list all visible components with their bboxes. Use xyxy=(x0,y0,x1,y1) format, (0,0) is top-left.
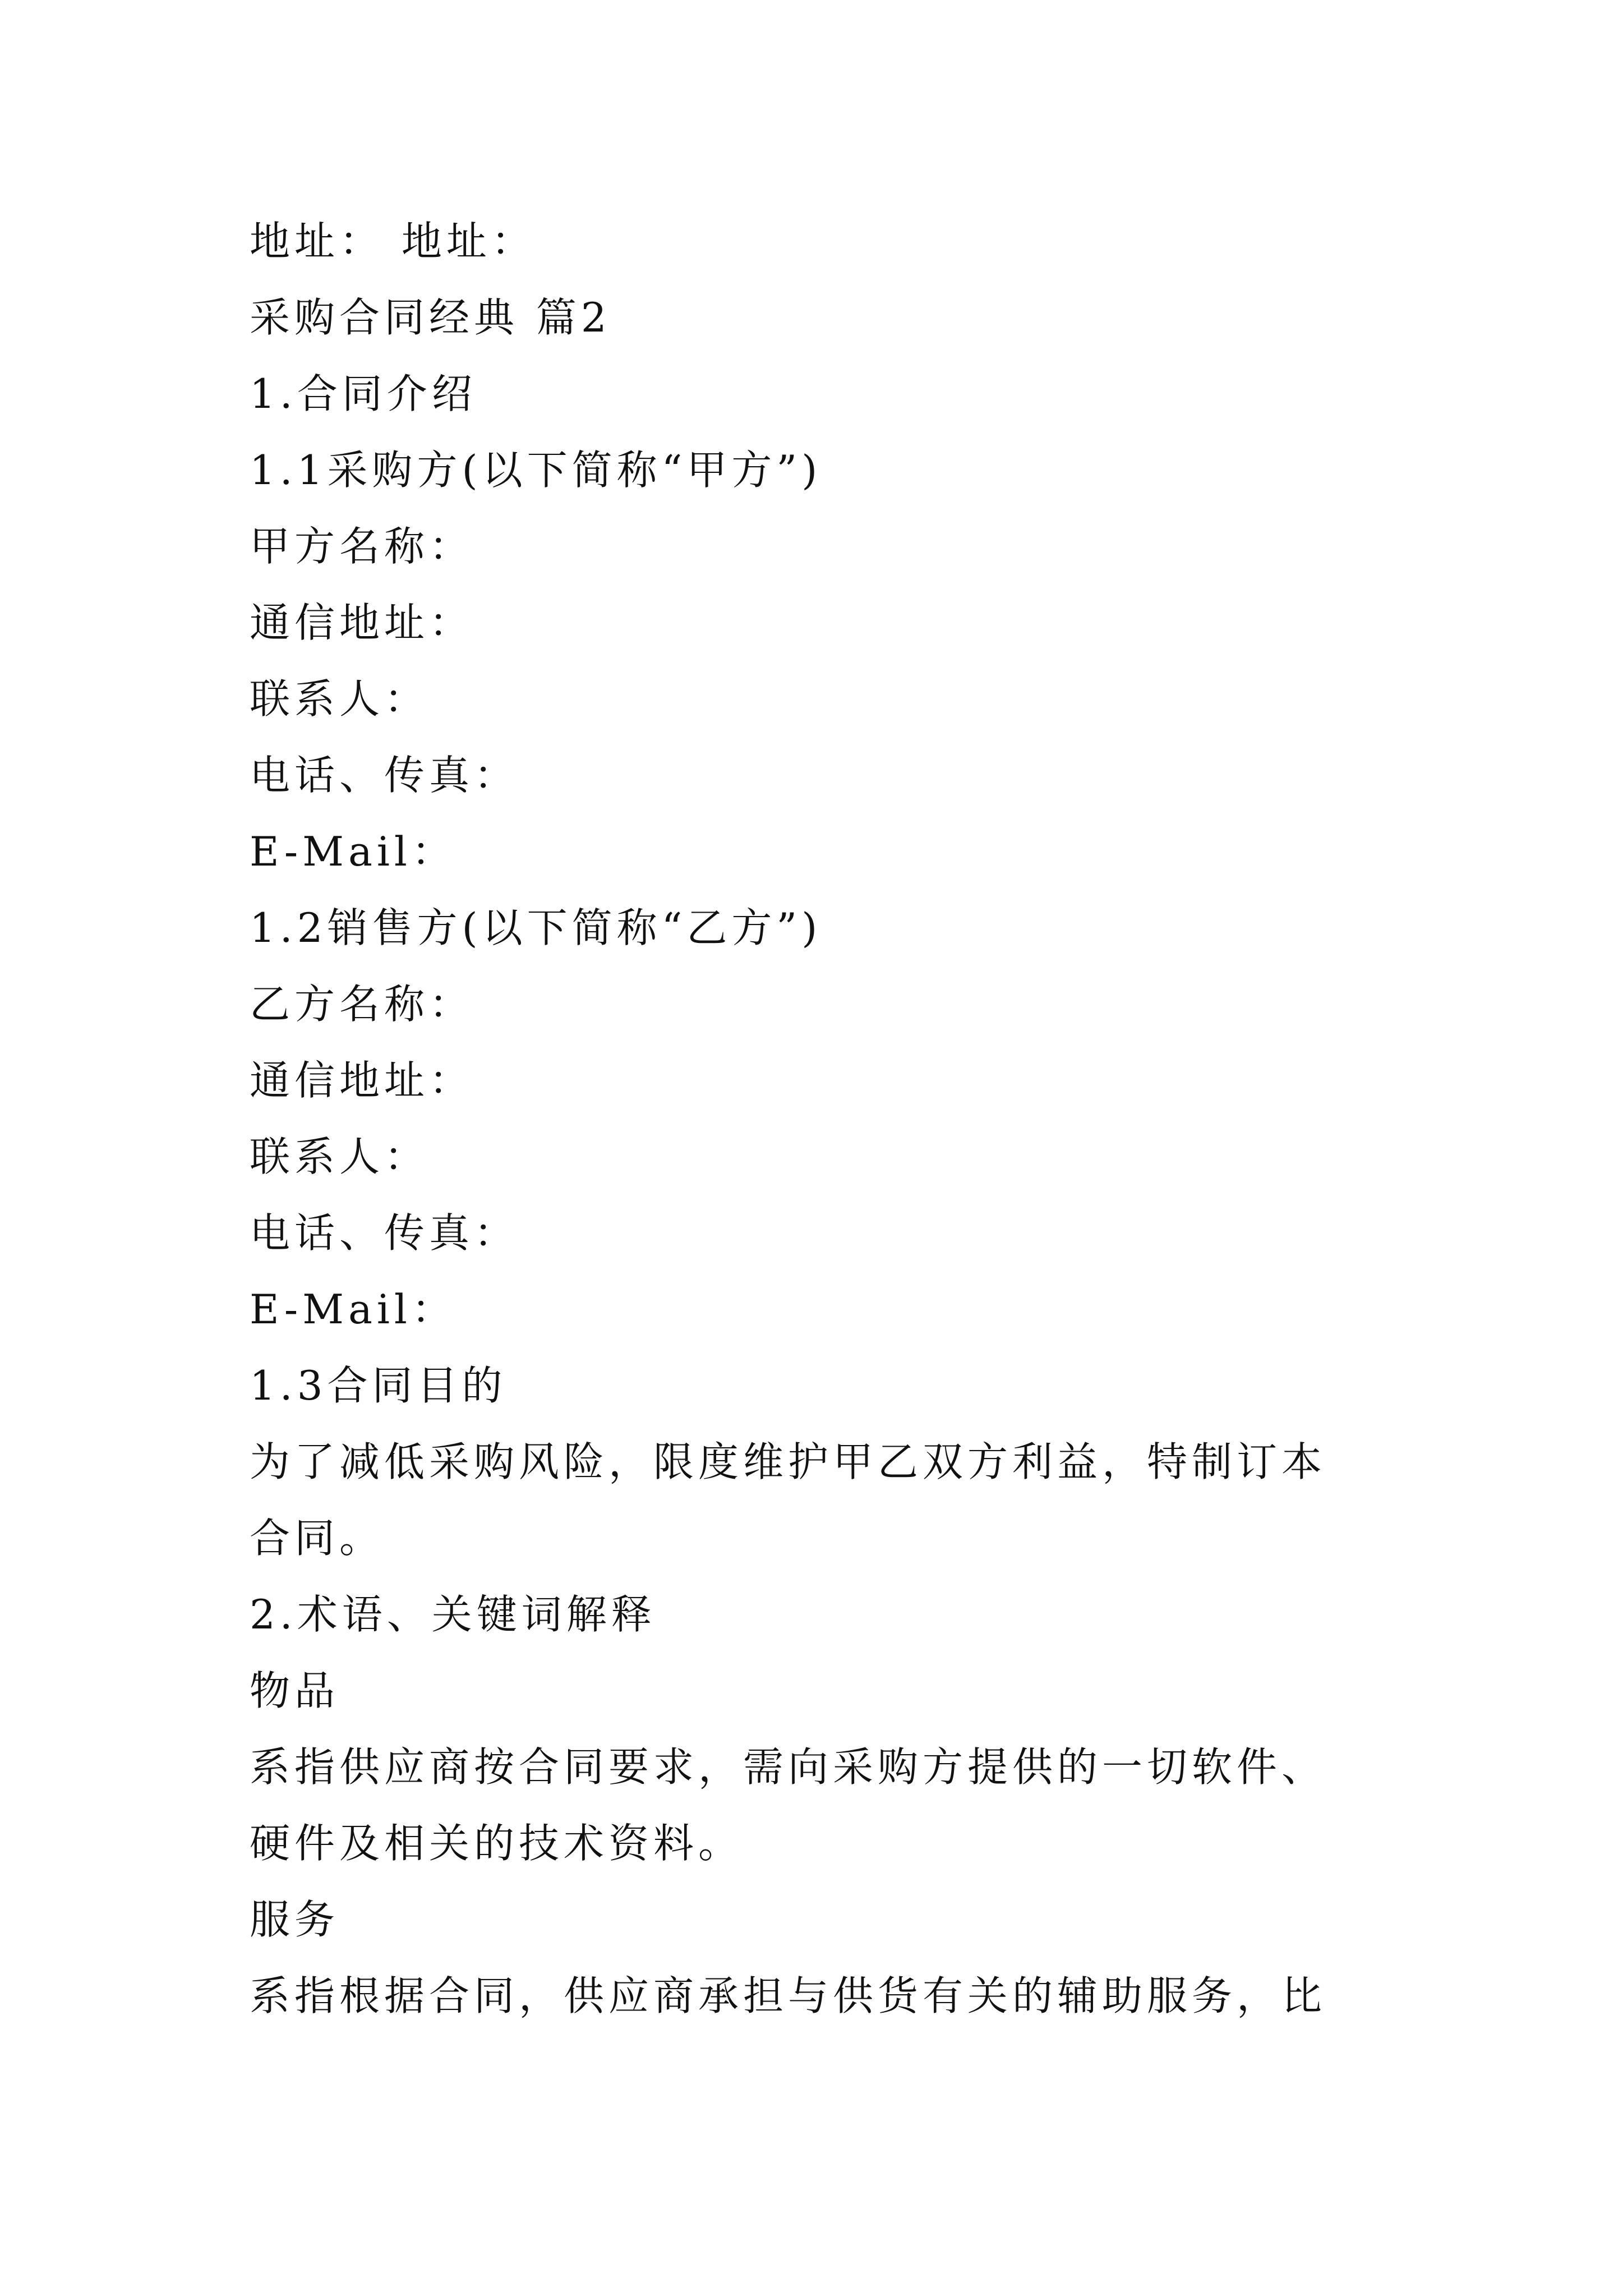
seller-contact-line: 联系人： xyxy=(250,1133,430,1180)
heading-terms: 2.术语、关键词解释 xyxy=(250,1591,656,1638)
seller-email-line: E-Mail： xyxy=(250,1286,457,1333)
buyer-phone-fax-line: 电话、传真： xyxy=(250,752,519,799)
term-goods: 物品 xyxy=(250,1667,340,1714)
purpose-paragraph-line1: 为了减低采购风险，限度维护甲乙双方利益，特制订本 xyxy=(250,1438,1327,1485)
section-title: 采购合同经典 篇2 xyxy=(250,294,611,341)
buyer-email-line: E-Mail： xyxy=(250,828,457,875)
seller-name-line: 乙方名称： xyxy=(250,981,474,1028)
heading-contract-purpose: 1.3合同目的 xyxy=(250,1362,507,1409)
buyer-address-line: 通信地址： xyxy=(250,599,474,646)
buyer-contact-line: 联系人： xyxy=(250,675,430,723)
goods-definition-line2: 硬件及相关的技术资料。 xyxy=(250,1820,744,1867)
seller-address-line: 通信地址： xyxy=(250,1057,474,1104)
buyer-name-line: 甲方名称： xyxy=(250,523,474,570)
seller-phone-fax-line: 电话、传真： xyxy=(250,1209,519,1257)
heading-contract-intro: 1.合同介绍 xyxy=(250,370,477,417)
heading-buyer: 1.1采购方(以下简称“甲方”) xyxy=(250,447,822,494)
heading-seller: 1.2销售方(以下简称“乙方”) xyxy=(250,904,822,951)
term-service: 服务 xyxy=(250,1896,340,1943)
purpose-paragraph-line2: 合同。 xyxy=(250,1515,385,1562)
goods-definition-line1: 系指供应商按合同要求，需向采购方提供的一切软件、 xyxy=(250,1743,1327,1791)
address-line: 地址： 地址： xyxy=(250,218,536,265)
service-definition-line1: 系指根据合同，供应商承担与供货有关的辅助服务，比 xyxy=(250,1972,1327,2019)
